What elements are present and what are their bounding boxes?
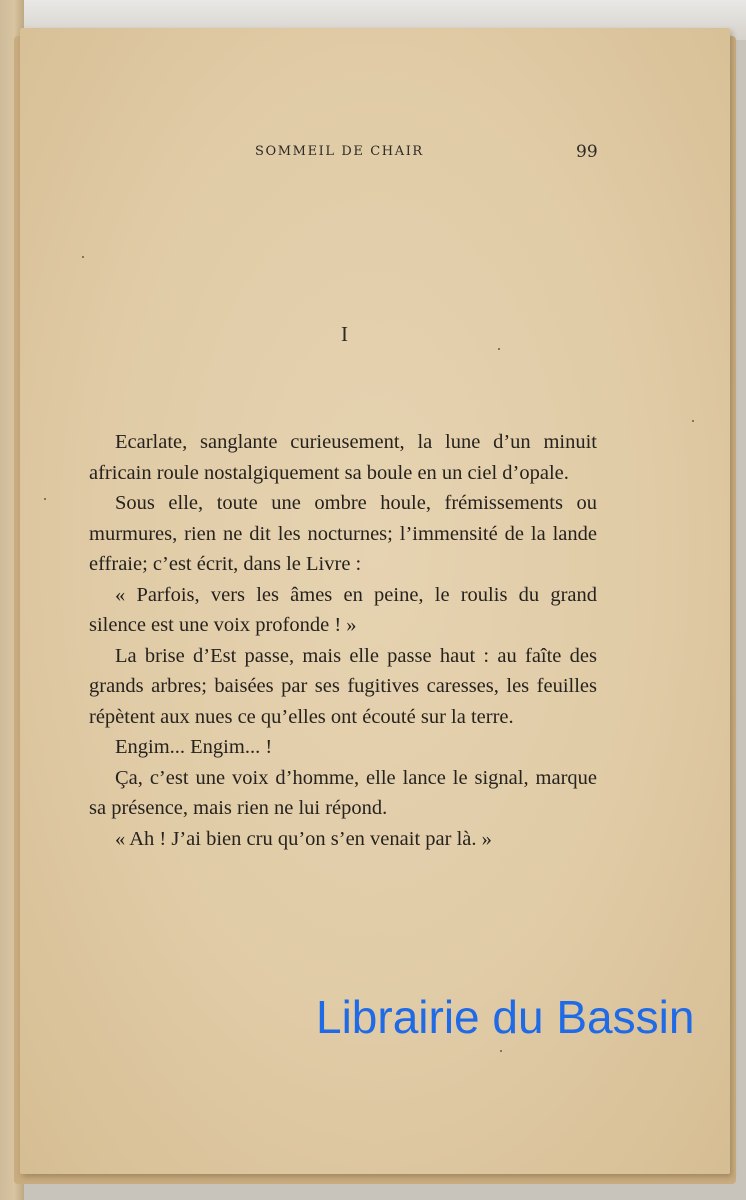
paragraph: Ça, c’est une voix d’homme, elle lance le signal, marque sa présence, mais rien ne lui répond. [89, 766, 597, 819]
running-head: SOMMEIL DE CHAIR [255, 144, 424, 159]
watermark: Librairie du Bassin [316, 991, 695, 1043]
paper-fleck [82, 256, 84, 258]
paper-fleck [500, 1050, 502, 1052]
paragraph: Engim... Engim... ! [115, 736, 273, 758]
paragraph: « Parfois, vers les âmes en peine, le roulis du grand silence est une voix profonde ! » [89, 583, 597, 636]
paper-fleck [44, 498, 46, 500]
paragraph: « Ah ! J’ai bien cru qu’on s’en venait par là. » [115, 827, 492, 850]
paragraph: Sous elle, toute une ombre houle, frémissements ou murmures, rien ne dit les nocturnes; l’immensité de la lande effraie; c’est écrit, dans le Livre : [89, 492, 597, 575]
page-number: 99 [576, 142, 598, 162]
paragraph: La brise d’Est passe, mais elle passe haut : au faîte des grands arbres; baisées par ses fugitives caresses, les feuilles répètent aux nues ce qu’elles ont écouté sur la terre. [89, 644, 597, 728]
paper-fleck [692, 420, 694, 422]
paper-fleck [498, 348, 500, 350]
chapter-numeral: I [341, 322, 348, 346]
paragraph: Ecarlate, sanglante curieusement, la lune d’un minuit africain roule nostalgiquement sa boule en un ciel d’opale. [89, 431, 597, 484]
body-text [89, 427, 597, 854]
